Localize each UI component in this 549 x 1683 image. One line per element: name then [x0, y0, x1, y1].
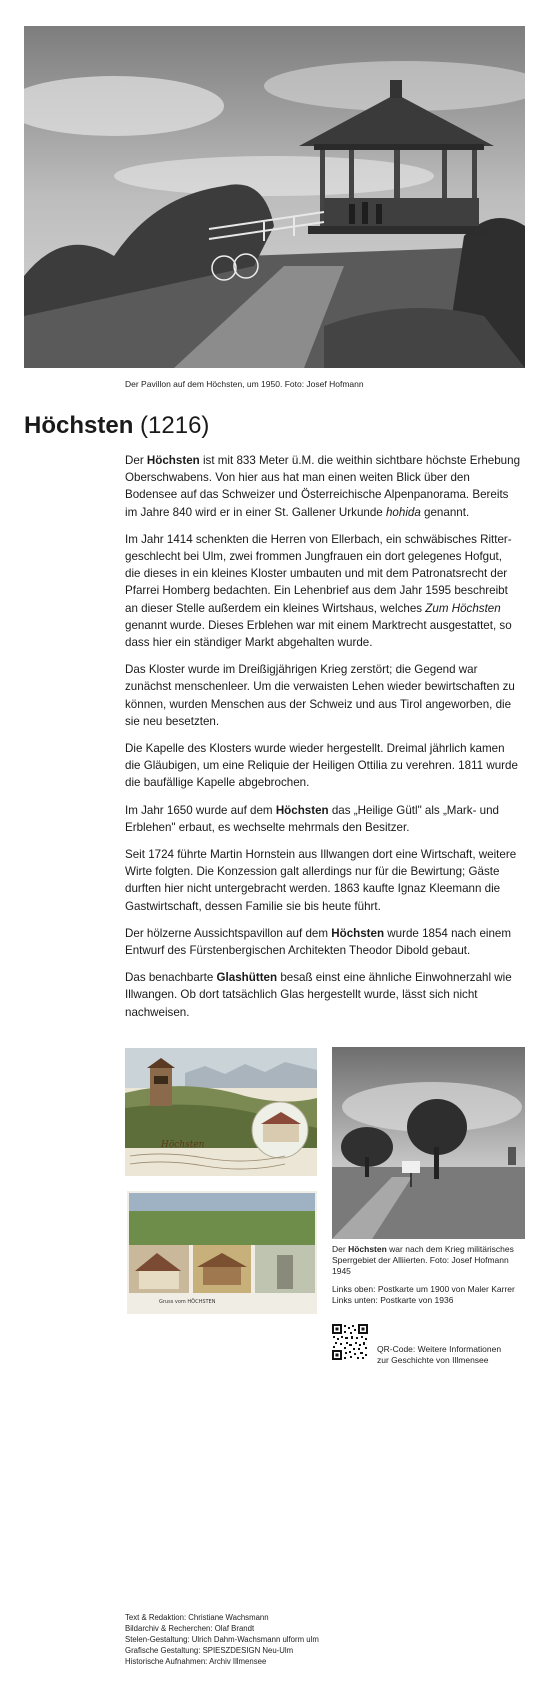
credit-line: Bildarchiv & Recherchen: Olaf Brandt — [125, 1624, 255, 1633]
title-name: Höchsten — [24, 412, 134, 439]
paragraph: Der hölzerne Aussichtspavillon auf dem Höchsten wurde 1854 nach einem Entwurf des Fürstenbergischen Architekten Theodor Dibold gebaut. — [125, 926, 512, 958]
postcard-1900-script: Höchsten — [161, 1140, 205, 1150]
bold-term: Höchsten — [275, 803, 329, 817]
pavilion-photo — [24, 26, 525, 368]
paragraph: Seit 1724 führte Martin Hornstein aus Illwangen dort eine Wirtschaft, weitere Wirte folgten. Die Konzession galt allerdings nur für die Bewirtung; Gäste durften hier nicht untergebracht werden. 1863 kaufte Ignaz Kleemann die Gastwirtschaft, dessen Familie sie bis heute führt. — [125, 848, 517, 913]
italic-term: Zum Höchsten — [425, 601, 501, 615]
qr-caption: QR-Code: Weitere Informationen zur Geschichte von Illmensee — [377, 1344, 502, 1365]
right-caption-main: Der Höchsten war nach dem Krieg militärisches Sperrgebiet der Alliierten. Foto: Josef Hofmann 1945 — [332, 1244, 514, 1276]
paragraph: Im Jahr 1650 wurde auf dem Höchsten das „Heilige Gütl" als „Mark- und Erblehen" erbaut, es wechselte mehrmals den Besitzer. — [125, 803, 499, 834]
paragraph: Das benachbarte Glashütten besaß einst eine ähnliche Einwohnerzahl wie Illwangen. Ob dort tatsächlich Glas hergestellt wurde, lässt sich nicht nachweisen. — [125, 971, 512, 1019]
restricted-area-photo — [332, 1047, 525, 1239]
italic-term: hohida — [385, 505, 421, 519]
title-year: (1216) — [140, 412, 210, 439]
page-title — [24, 412, 209, 440]
credit-line: Stelen-Gestaltung: Ulrich Dahm-Wachsmann ulform ulm — [125, 1635, 319, 1644]
credit-line: Historische Aufnahmen: Archiv Illmensee — [125, 1657, 267, 1666]
credits — [125, 1612, 319, 1667]
bold-term: Glashütten — [216, 971, 278, 985]
bold-term: Höchsten — [331, 926, 385, 940]
qr-code[interactable] — [332, 1324, 368, 1360]
bold-term: Höchsten — [146, 454, 200, 467]
paragraph: Das Kloster wurde im Dreißigjährigen Krieg zerstört; die Gegend war zunächst menschenleer. Um die verwaisten Lehen wieder bewirtschaften zu können, wurden Menschen aus der Schweiz und aus Tirol angeworben, die sie neu besetzten. — [125, 663, 515, 728]
credit-line: Grafische Gestaltung: SPIESZDESIGN Neu-Ulm — [125, 1646, 294, 1655]
right-caption-postcard-bottom: Links unten: Postkarte von 1936 — [332, 1295, 454, 1305]
paragraph: Im Jahr 1414 schenkten die Herren von Ellerbach, ein schwäbisches Ritter-geschlecht bei Ulm, zwei frommen Jungfrauen ein dort gelegenes Hofgut, die dieses in ein kleines Kloster umbauten und mit dem Patronatsrecht der Pfarrei Homberg bedachten. Ein Lehenbrief aus dem Jahr 1595 beschreibt an dieser Stelle außerdem ein kleines Wirtshaus, welches Zum Höchsten genannt wurde. Dieses Erblehen war mit einem Marktrecht ausgestattet, so dass hier ein ständiger Markt abgehalten wurde. — [125, 532, 512, 650]
right-caption-postcard-top: Links oben: Postkarte um 1900 von Maler Karrer — [332, 1284, 515, 1294]
bold-term: Höchsten — [348, 1244, 387, 1254]
main-photo-caption: Der Pavillon auf dem Höchsten, um 1950. Foto: Josef Hofmann — [125, 379, 364, 389]
credit-line: Text & Redaktion: Christiane Wachsmann — [125, 1613, 269, 1622]
postcard-1936 — [127, 1191, 317, 1314]
paragraph: Die Kapelle des Klosters wurde wieder hergestellt. Dreimal jährlich kamen die Gläubigen, um eine Reliquie der Heiligen Ottilia zu verehren. 1811 wurde die baufällige Kapelle abgebrochen. — [125, 742, 518, 790]
postcard-1936-banner: Gruss vom HÖCHSTEN — [159, 1299, 216, 1305]
body-text — [125, 452, 520, 1031]
paragraph: Der Höchsten ist mit 833 Meter ü.M. die weithin sichtbare höchste Erhebung Oberschwabens. Von hier aus hat man einen weiten Blick über den Bodensee auf das Schweizer und Österreichische Alpenpanorama. Bereits im Jahre 840 wird er in einer St. Gallener Urkunde hohida genannt. — [125, 454, 521, 519]
postcard-1900 — [125, 1048, 317, 1176]
